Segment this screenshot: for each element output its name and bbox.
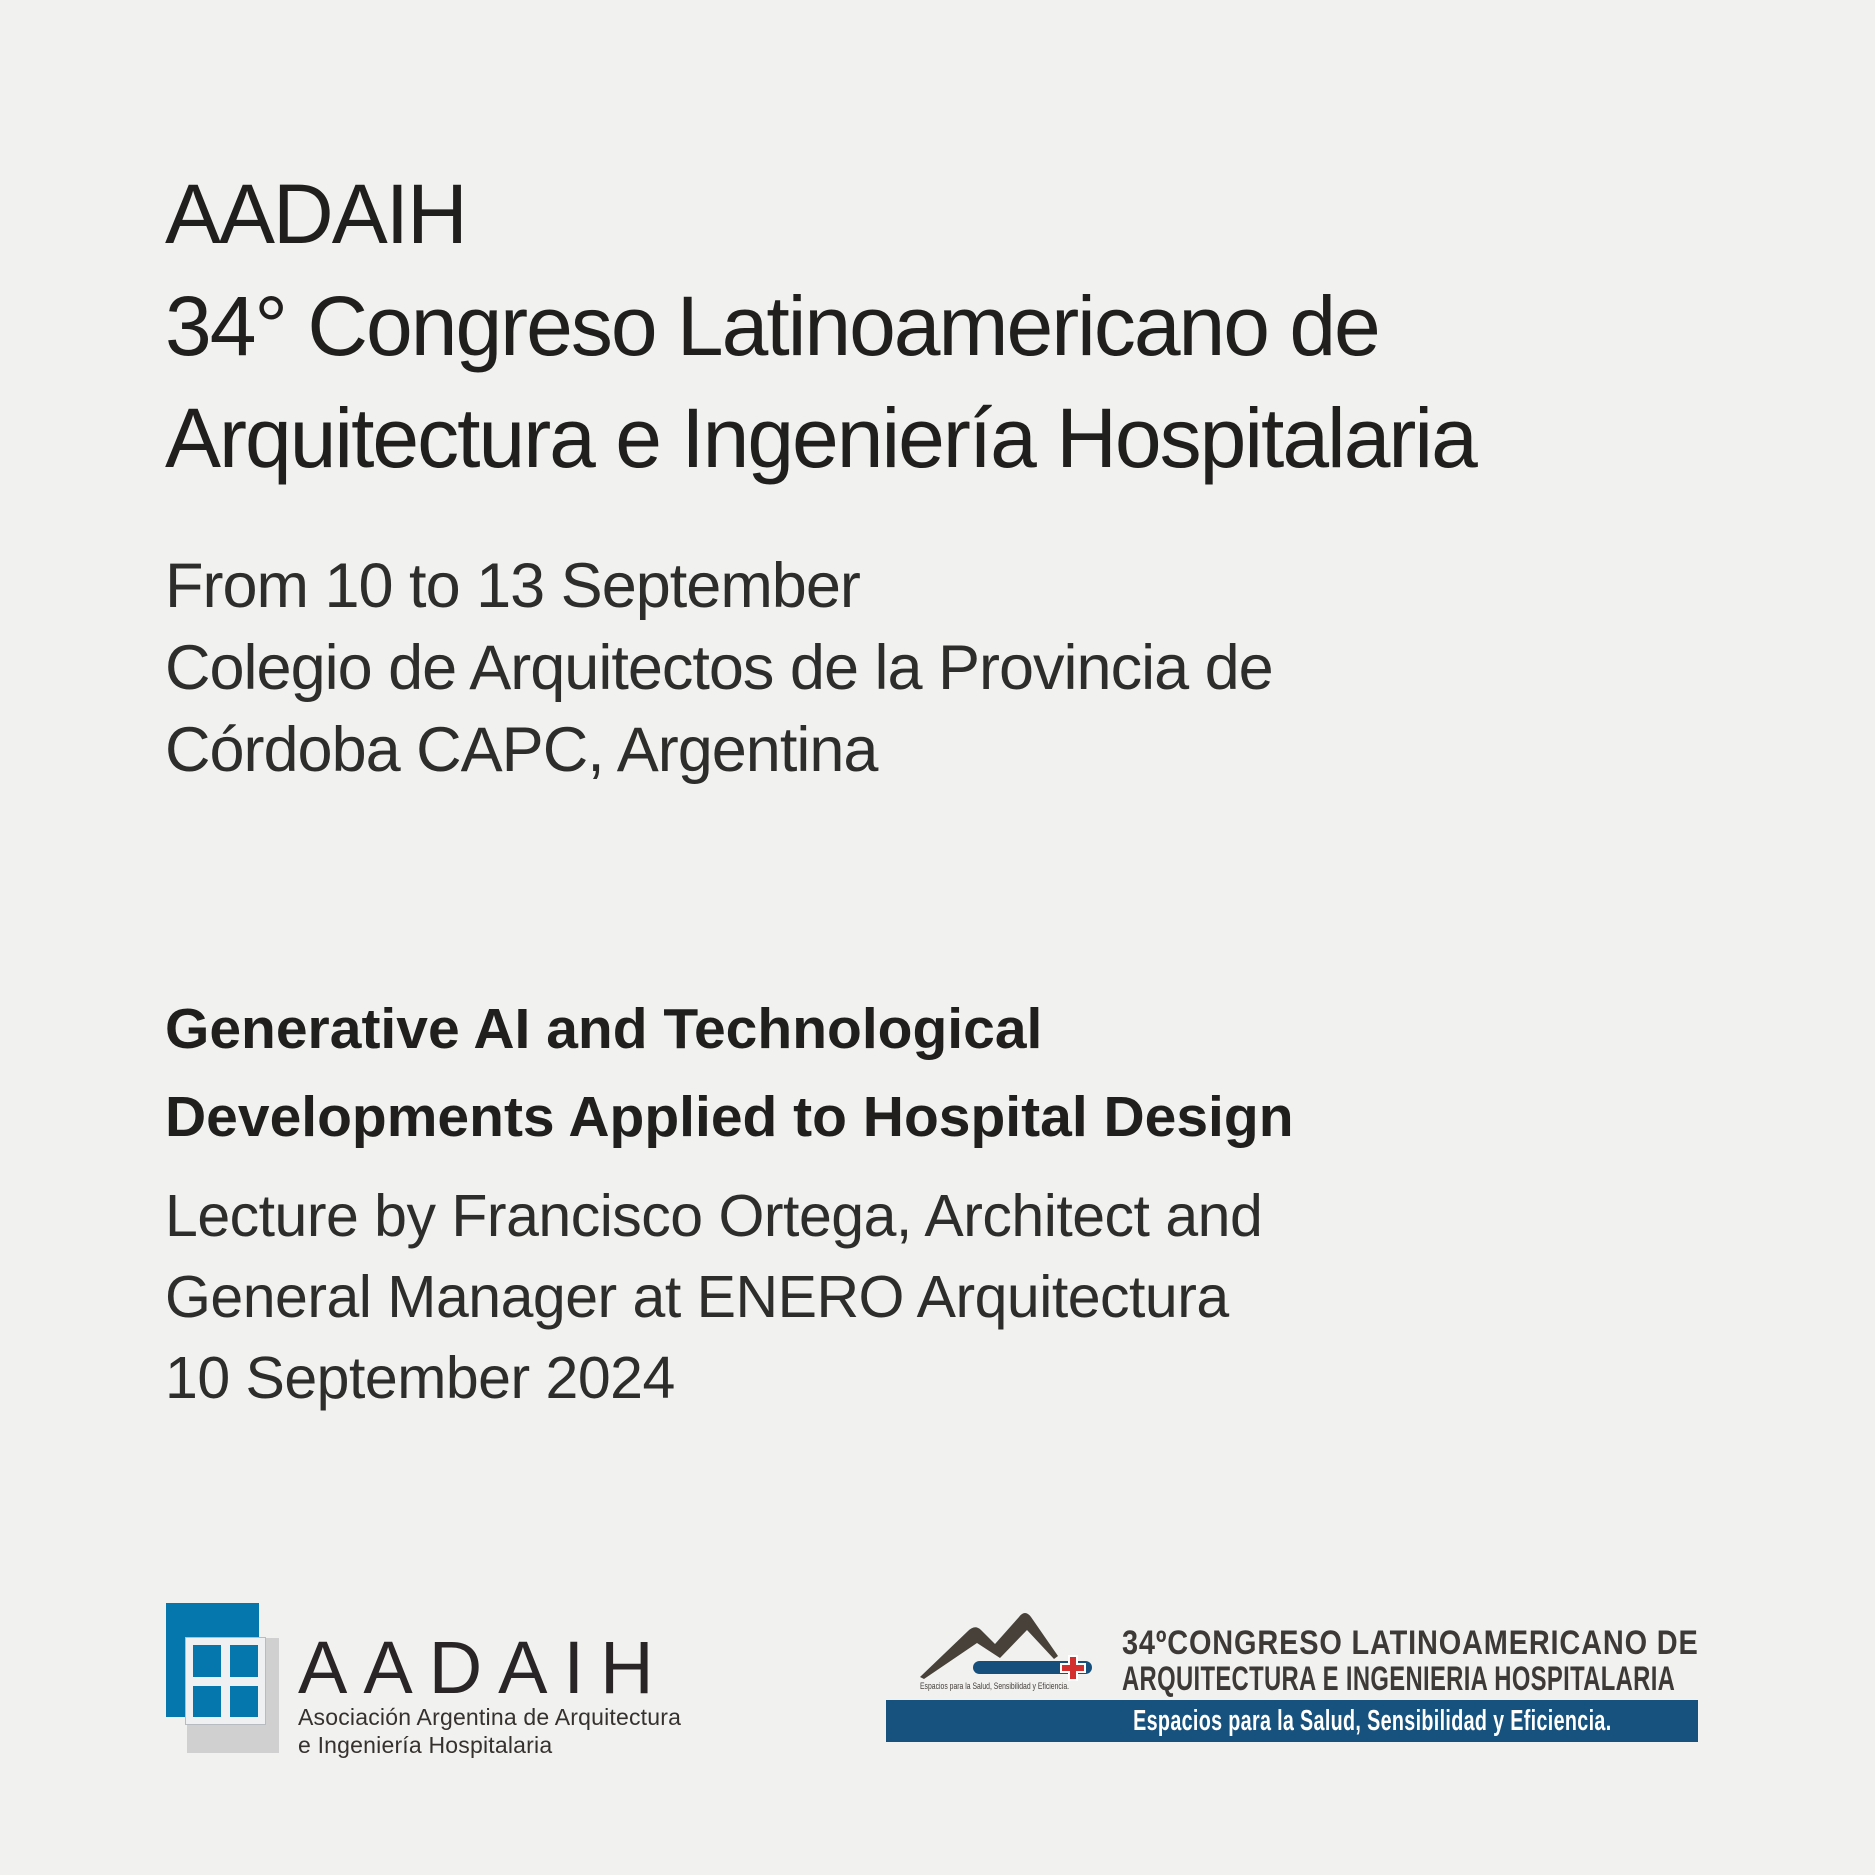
lecture-speaker-line-1: Lecture by Francisco Ortega, Architect and (165, 1183, 1263, 1249)
aadaih-logo (166, 1603, 766, 1758)
title-line-1: AADAIH (165, 167, 466, 261)
window-icon (185, 1637, 266, 1725)
congress-motto-small: Espacios para la Salud, Sensibilidad y Eficiencia. (920, 1681, 1070, 1692)
title-line-3: Arquitectura e Ingeniería Hospitalaria (165, 391, 1476, 485)
event-venue-line-2: Córdoba CAPC, Argentina (165, 715, 878, 785)
event-details (165, 545, 1273, 791)
lecture-speaker-line-2: General Manager at ENERO Arquitectura (165, 1264, 1229, 1330)
aadaih-tagline (298, 1703, 681, 1759)
congress-headline-line-1: 34ºCONGRESO LATINOAMERICANO DE (1122, 1624, 1699, 1662)
aadaih-wordmark: AADAIH (298, 1626, 670, 1709)
congress-banner-motto: Espacios para la Salud, Sensibilidad y Eficiencia. (1133, 1704, 1612, 1737)
lecture-title-line-1: Generative AI and Technological (165, 997, 1043, 1061)
congress-headline-line-2: ARQUITECTURA E INGENIERIA HOSPITALARIA (1122, 1660, 1676, 1698)
aadaih-tagline-line-1: Asociación Argentina de Arquitectura (298, 1704, 682, 1730)
aadaih-logo-mark (166, 1603, 279, 1753)
medical-cross-icon (1060, 1655, 1086, 1681)
event-dates: From 10 to 13 September (165, 551, 860, 621)
lecture-title-line-2: Developments Applied to Hospital Design (165, 1085, 1294, 1149)
congress-headline (1122, 1625, 1875, 1697)
lecture-title (165, 985, 1294, 1161)
aadaih-tagline-line-2: e Ingeniería Hospitalaria (298, 1732, 553, 1758)
title-line-2: 34° Congreso Latinoamericano de (165, 279, 1379, 373)
congress-banner (886, 1700, 1698, 1742)
lecture-date: 10 September 2024 (165, 1345, 675, 1411)
event-venue-line-1: Colegio de Arquitectos de la Provincia de (165, 633, 1273, 703)
event-title (165, 158, 1476, 494)
congress-logo (886, 1595, 1698, 1745)
lecture-details (165, 1176, 1262, 1419)
